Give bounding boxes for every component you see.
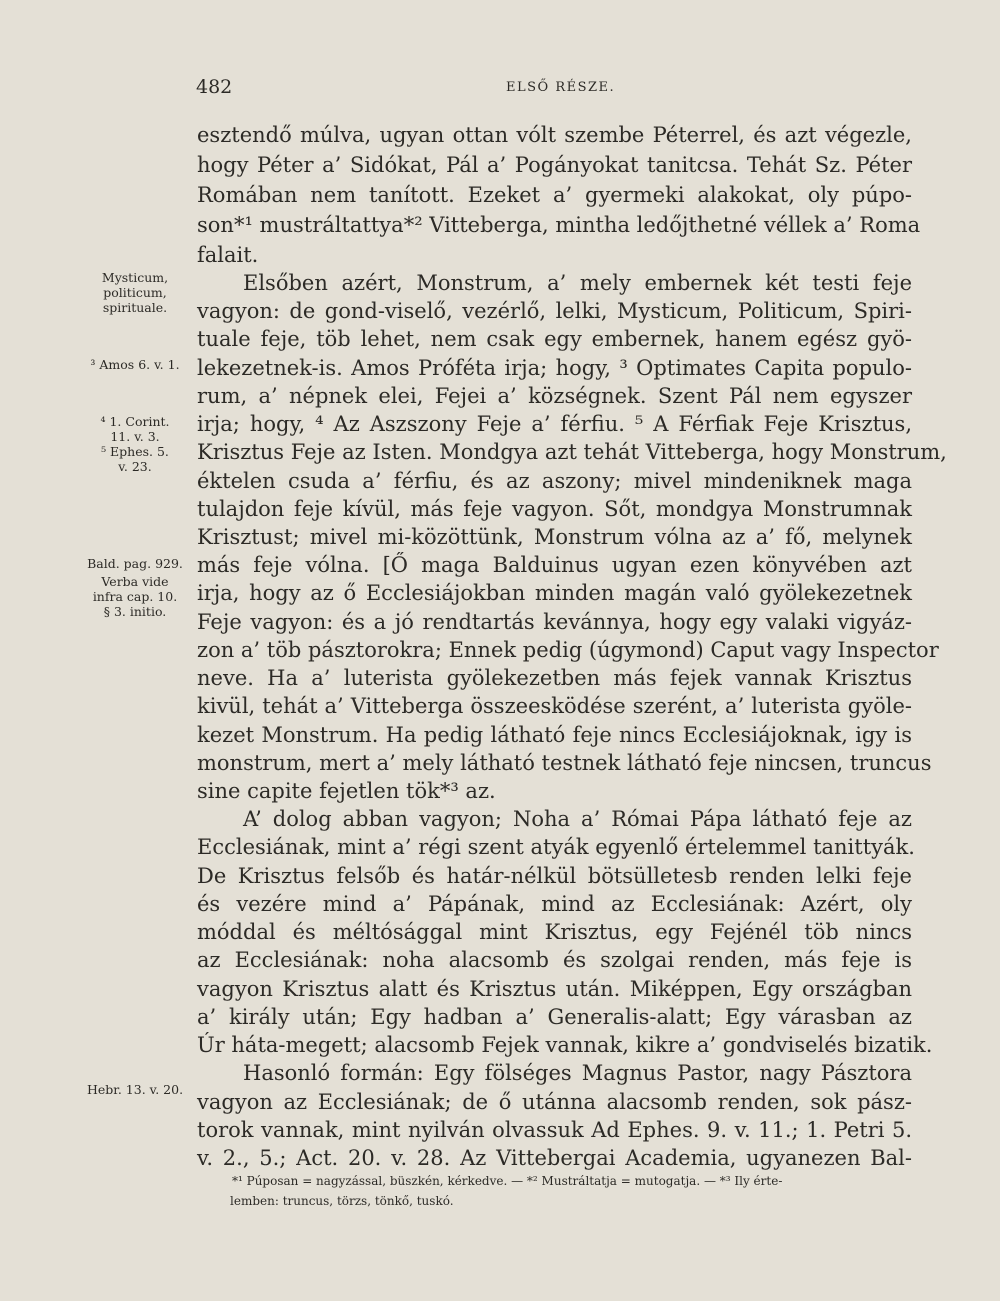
text-line: a’ király után; Egy hadban a’ Generalis-alatt; Egy várasban az [197, 1005, 912, 1029]
text-line: éktelen csuda a’ férfiu, és az aszony; mivel mindeniknek maga [197, 469, 912, 493]
text-line: móddal és méltósággal mint Krisztus, egy Fejénél töb nincs [197, 920, 912, 944]
text-line: falait. [197, 243, 259, 267]
footnote-line: *¹ Púposan = nagyzással, büszkén, kérkedve. — *² Mustráltatja = mutogatja. — *³ Ily érte- [232, 1174, 783, 1188]
text-line: Ecclesiának, mint a’ régi szent atyák egyenlő értelemmel tanittyák. [197, 835, 915, 859]
text-line: lekezetnek-is. Amos Próféta irja; hogy, ³ Optimates Capita populo- [197, 356, 912, 380]
text-line: Elsőben azért, Monstrum, a’ mely embernek két testi feje [243, 271, 912, 295]
text-line: A’ dolog abban vagyon; Noha a’ Római Pápa látható feje az [243, 807, 912, 831]
running-head: ELSŐ RÉSZE. [506, 80, 616, 95]
text-line: tuale feje, töb lehet, nem csak egy embernek, hanem egész gyö- [197, 327, 912, 351]
text-line: hogy Péter a’ Sidókat, Pál a’ Pogányokat tanitcsa. Tehát Sz. Péter [197, 153, 912, 177]
text-line: irja; hogy, ⁴ Az Aszszony Feje a’ férfiu. ⁵ A Férfiak Feje Krisztus, [197, 412, 912, 436]
text-line: vagyon az Ecclesiának; de ő utánna alacsomb renden, sok pász- [197, 1090, 912, 1114]
margin-note: Verba vide infra cap. 10. § 3. initio. [92, 574, 178, 619]
margin-note: ³ Amos 6. v. 1. [90, 357, 180, 372]
text-line: kezet Monstrum. Ha pedig látható feje nincs Ecclesiájoknak, igy is [197, 723, 912, 747]
text-line: vagyon: de gond-viselő, vezérlő, lelki, Mysticum, Politicum, Spiri- [197, 299, 912, 323]
text-line: Úr háta-megett; alacsomb Fejek vannak, kikre a’ gondviselés bizatik. [197, 1033, 933, 1057]
text-line: más feje vólna. [Ő maga Balduinus ugyan ezen könyvében azt [197, 553, 912, 577]
text-line: Romában nem tanított. Ezeket a’ gyermeki alakokat, oly púpo- [197, 183, 912, 207]
margin-note: Mysticum, politicum, spirituale. [101, 270, 169, 315]
text-line: kivül, tehát a’ Vitteberga összeesködése szerént, a’ luterista gyöle- [197, 694, 912, 718]
text-line: Feje vagyon: és a jó rendtartás kevánnya, hogy egy valaki vigyáz- [197, 610, 912, 634]
margin-note: Hebr. 13. v. 20. [86, 1082, 184, 1097]
footnotes [232, 1171, 922, 1211]
margin-note: Bald. pag. 929. [87, 556, 183, 571]
text-line: monstrum, mert a’ mely látható testnek látható feje nincsen, truncus [197, 751, 932, 775]
text-line: son*¹ mustráltattya*² Vitteberga, mintha ledőjthetné véllek a’ Roma [197, 213, 921, 237]
page-number: 482 [196, 76, 233, 98]
text-line: zon a’ töb pásztorokra; Ennek pedig (úgymond) Caput vagy Inspector [197, 638, 939, 662]
footnote-line: lemben: truncus, törzs, tönkő, tuskó. [230, 1194, 454, 1208]
text-line: sine capite fejetlen tök*³ az. [197, 779, 496, 803]
text-line: rum, a’ népnek elei, Fejei a’ községnek. Szent Pál nem egyszer [197, 384, 912, 408]
text-line: esztendő múlva, ugyan ottan vólt szembe Péterrel, és azt végezle, [197, 123, 912, 147]
margin-note: ⁴ 1. Corint. 11. v. 3. ⁵ Ephes. 5. v. 23. [100, 414, 170, 474]
text-line: és vezére mind a’ Pápának, mind az Ecclesiának: Azért, oly [197, 892, 912, 916]
text-line: De Krisztus felsőb és határ-nélkül bötsülletesb renden lelki feje [197, 864, 912, 888]
text-line: Krisztust; mivel mi-közöttünk, Monstrum vólna az a’ fő, melynek [197, 525, 912, 549]
text-line: v. 2., 5.; Act. 20. v. 28. Az Vittebergai Academia, ugyanezen Bal- [197, 1146, 912, 1170]
text-line: irja, hogy az ő Ecclesiájokban minden magán való gyölekezetnek [197, 581, 912, 605]
text-line: Hasonló formán: Egy fölséges Magnus Pastor, nagy Pásztora [243, 1061, 912, 1085]
text-line: neve. Ha a’ luterista gyölekezetben más fejek vannak Krisztus [197, 666, 912, 690]
text-line: tulajdon feje kívül, más feje vagyon. Sőt, mondgya Monstrumnak [197, 497, 912, 521]
text-line: az Ecclesiának: noha alacsomb és szolgai renden, más feje is [197, 948, 912, 972]
text-line: torok vannak, mint nyilván olvassuk Ad Ephes. 9. v. 11.; 1. Petri 5. [197, 1118, 912, 1142]
text-line: vagyon Krisztus alatt és Krisztus után. Miképpen, Egy országban [197, 977, 912, 1001]
text-line: Krisztus Feje az Isten. Mondgya azt tehát Vitteberga, hogy Monstrum, [197, 440, 947, 464]
